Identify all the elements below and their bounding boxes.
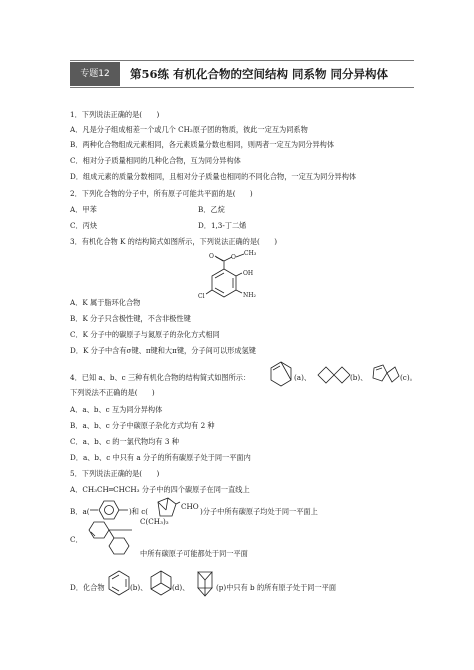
q1-stem: 1．下列说法正确的是( ) [70,110,160,119]
q5d-compound-d-structure [150,570,172,596]
q5d-compound-b-structure [108,570,130,596]
q4-stem: 4．已知 a、b、c 三种有机化合物的结构简式如图所示： [70,373,251,382]
page-header [70,62,414,86]
q4-option-d: D．a、b、c 中只有 a 分子的所有碳原子处于同一平面内 [70,453,251,462]
q5-option-b-suffix: )分子中所有碳原子均处于同一平面上 [200,507,318,516]
q1-option-a: A．凡是分子组成相差一个或几个 CH₂原子团的物质，彼此一定互为同系物 [70,125,308,134]
q5-option-d-label-b: (b)、 [130,583,148,592]
q5-option-b-prefix: B．a( [70,507,90,516]
compound-a-structure [268,360,294,386]
ester-oxygen-label: O [231,254,236,261]
topic-tag: 专题12 [70,62,120,86]
q5-option-c-group: C(CH₃)₃ [140,517,169,526]
compound-k-structure [198,250,290,311]
q1-option-b: B．两种化合物组成元素相同，各元素质量分数也相同，则两者一定互为同分异构体 [70,140,335,149]
q3-option-a: A．K 属于脂环化合物 [70,298,141,307]
q4-label-a: (a)、 [294,373,312,382]
q4-option-c: C．a、b、c 的一氯代物均有 3 种 [70,437,179,446]
q2-option-a: A．甲苯 [70,205,97,214]
header-rule-top [70,60,414,61]
q5-option-b-mid: )和 c( [129,507,149,516]
q2-option-d: D．1,3-丁二烯 [198,221,247,230]
q1-option-c: C．相对分子质量相同的几种化合物，互为同分异构体 [70,156,241,165]
q5-option-d-label-d: (d)、 [172,583,190,592]
q5c-compound-structure [82,520,138,558]
q2-option-b: B．乙烷 [198,205,225,214]
q4-label-c: (c)。 [400,373,417,382]
q5-option-b-cho-label: CHO [181,502,199,511]
q5-option-a: A．CH₃CH═CHCH₃ 分子中的四个碳原子在同一直线上 [70,485,250,494]
q4-option-a: A．a、b、c 互为同分异构体 [70,405,163,414]
compound-c-structure [370,360,400,386]
q4-label-b: (b)、 [350,373,368,382]
q2-option-c: C．丙炔 [70,221,98,230]
carbonyl-oxygen-label: O [209,253,214,260]
q5d-compound-p-structure [194,570,216,598]
amino-label: NH₂ [243,292,256,299]
q5-option-d-prefix: D．化合物 [70,583,105,592]
header-rule-bottom [70,87,414,88]
q4-stem-cont: 下列说法不正确的是( ) [70,388,155,397]
methyl-label: CH₃ [244,250,257,257]
q3-stem: 3．有机化合物 K 的结构简式如图所示，下列说法正确的是( ) [70,237,277,246]
q5-option-c-suffix: 中所有碳原子可能都处于同一平面 [140,549,248,558]
q5-stem: 5．下列说法正确的是( ) [70,469,160,478]
chloro-label: Cl [198,293,205,300]
q5-option-c-prefix: C． [70,535,83,544]
hydroxyl-label: OH [243,270,254,277]
page-title: 第56练 有机化合物的空间结构 同系物 同分异构体 [130,67,389,81]
q3-option-b: B．K 分子只含极性键，不含非极性键 [70,314,191,323]
compound-b-structure [316,364,350,386]
q3-option-c: C．K 分子中的碳原子与氮原子的杂化方式相同 [70,330,220,339]
q3-option-d: D．K 分子中含有σ键、π键和大π键，分子间可以形成氢键 [70,346,256,355]
q2-stem: 2．下列化合物的分子中，所有原子可能共平面的是( ) [70,189,253,198]
q5b-compound-a-structure [90,498,128,522]
q4-option-b: B．a、b、c 分子中碳原子杂化方式均有 2 种 [70,421,215,430]
q5-option-d-suffix: (p)中只有 b 的所有原子处于同一平面 [216,583,337,592]
q1-option-d: D．组成元素的质量分数相同，且相对分子质量也相同的不同化合物，一定互为同分异构体 [70,172,357,181]
